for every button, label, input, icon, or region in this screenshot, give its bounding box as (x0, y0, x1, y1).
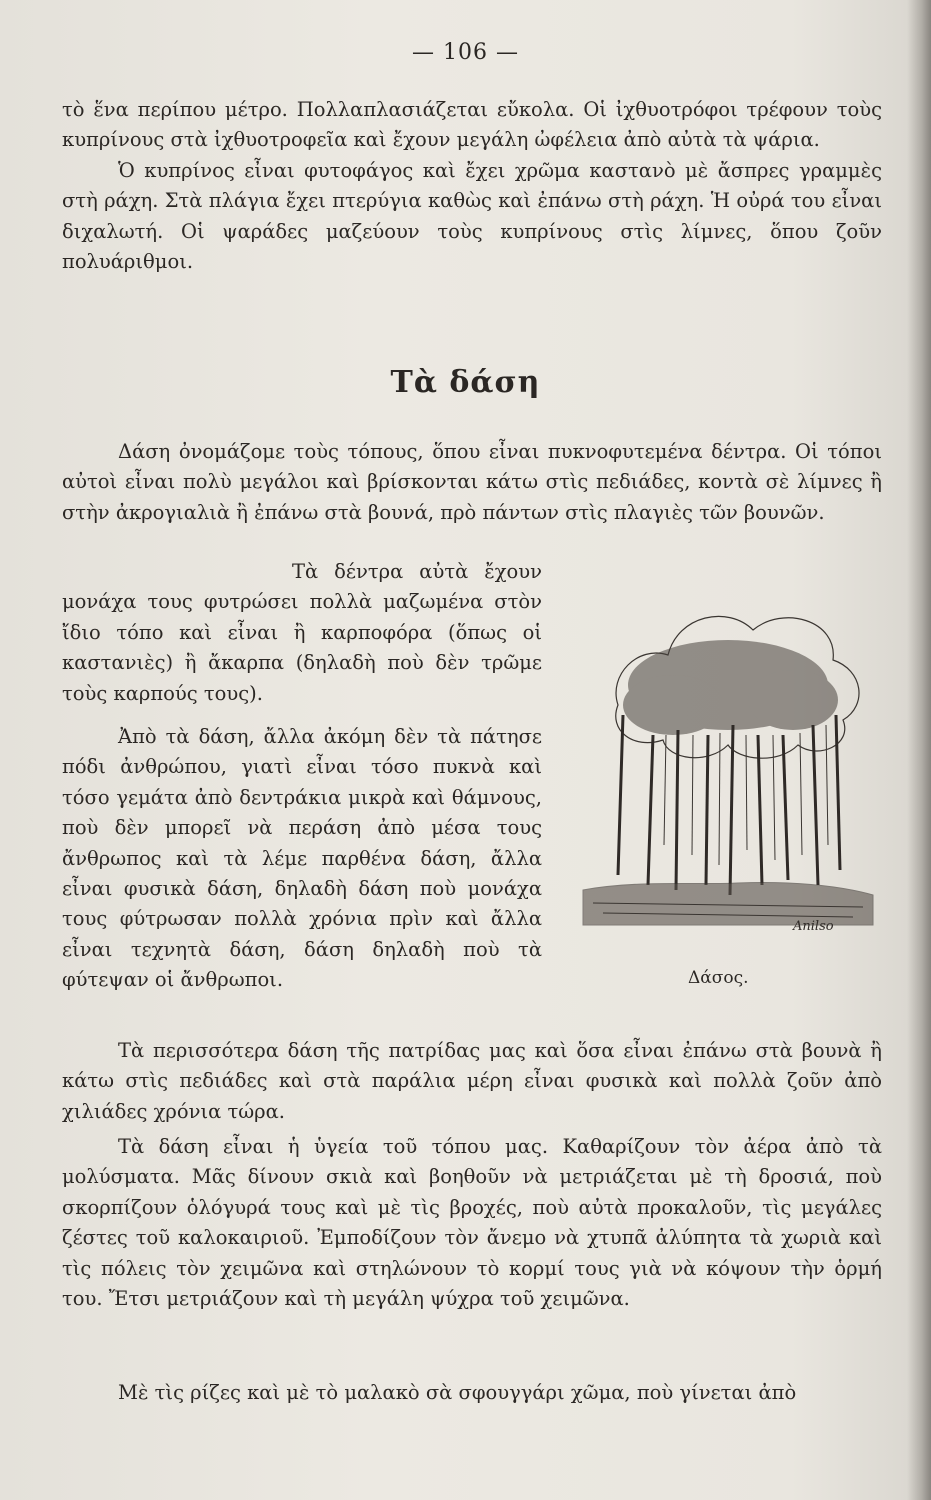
forest-engraving (578, 585, 878, 945)
body-text-top (62, 95, 882, 277)
paragraph-carp-description: Ὁ κυπρίνος εἶναι φυτοφάγος καὶ ἔχει χρῶμα καστανὸ μὲ ἄσπρες γραμμὲς στὴ ράχη. Στὰ πλάγια ἔχει πτερύγια καθὼς καὶ ἐπάνω στὴ ράχη. Ἡ οὐρά του εἶναι διχαλωτή. Οἱ ψαράδες μαζεύουν τοὺς κυπρίνους στὶς λίμνες, ὅπου ζοῦν πολυάριθμοι. (62, 158, 882, 274)
figure-caption: Δάσος. (688, 968, 749, 988)
paragraph-our-country: Τὰ περισσότερα δάση τῆς πατρίδας μας καὶ ὅσα εἶναι ἐπάνω στὰ βουνὰ ἢ κάτω στὶς πεδιάδες καὶ στὰ παράλια μέρη εἶναι φυσικὰ καὶ πολλὰ ζοῦν ἀπὸ χιλιάδες χρόνια τώρα. (62, 1039, 882, 1123)
our-country-block (62, 1036, 882, 1127)
paragraph-virgin-forests: Ἀπὸ τὰ δάση, ἄλλα ἀκόμη δὲν τὰ πάτησε πόδι ἀνθρώπου, γιατὶ εἶναι τόσο πυκνὰ καὶ τόσο γεμάτα ἀπὸ δεντράκια μικρὰ καὶ θάμνους, ποὺ δὲν μπορεῖ νὰ περάση ἀπὸ μέσα τους ἄνθρωπος καὶ τὰ λέμε παρθένα δάση, ἄλλα εἶναι φυσικὰ δάση, δηλαδὴ δάση ποὺ μονάχα τους φύτρωσαν πολλὰ χρόνια πρὶν καὶ ἄλλα εἶναι τεχνητὰ δάση, δάση δηλαδὴ ποὺ τὰ φύτεψαν οἱ ἄνθρωποι. (62, 725, 542, 992)
roots-block (62, 1378, 882, 1408)
page-spine-shadow (907, 0, 931, 1500)
paragraph-health: Τὰ δάση εἶναι ἡ ὑγεία τοῦ τόπου μας. Καθαρίζουν τὸν ἀέρα ἀπὸ τὰ μολύσματα. Μᾶς δίνουν σκιὰ καὶ βοηθοῦν νὰ μετριάζεται μὲ τὴ δροσιά, ποὺ σκορπίζουν ὁλόγυρά τους καὶ μὲ τὶς βροχές, ποὺ αὐτὰ προκαλοῦν, τὶς μεγάλες ζέστες τοῦ καλοκαιριοῦ. Ἐμποδίζουν τὸν ἄνεμο νὰ χτυπᾶ ἀλύπητα τὰ χωριὰ καὶ τὶς πόλεις τὸν χειμῶνα καὶ στηλώνουν τὸ κορμί τους γιὰ νὰ κόψουν τὴν ὁρμή του. Ἔτσι μετριάζουν καὶ τὴ μεγάλη ψύχρα τοῦ χειμῶνα. (62, 1135, 882, 1311)
tree-trunks (618, 715, 840, 895)
paragraph-roots: Μὲ τὶς ρίζες καὶ μὲ τὸ μαλακὸ σὰ σφουγγάρι χῶμα, ποὺ γίνεται ἀπὸ (118, 1381, 797, 1404)
forest-intro-block (62, 437, 882, 528)
canopy-shading (623, 640, 838, 735)
paragraph-forest-trees: Τὰ δέντρα αὐτὰ ἔχουν μονάχα τους φυτρώσει πολλὰ μαζωμένα στὸν ἴδιο τόπο καὶ εἶναι ἢ καρποφόρα (ὅπως οἱ καστανιὲς) ἢ ἄκαρπα (δηλαδὴ ποὺ δὲν τρῶμε τοὺς καρπούς τους). (62, 560, 542, 705)
paragraph-carp-continued: τὸ ἕνα περίπου μέτρο. Πολλαπλασιάζεται εὔκολα. Οἱ ἰχθυοτρόφοι τρέφουν τοὺς κυπρίνους στὰ ἰχθυοτροφεῖα καὶ ἔχουν μεγάλη ὠφέλεια ἀπὸ αὐτὰ τὰ ψάρια. (62, 98, 882, 152)
artist-signature: Anilso (793, 919, 834, 934)
forest-illustration (578, 585, 878, 955)
health-block (62, 1132, 882, 1314)
forest-narrow-block (62, 557, 542, 709)
section-heading: Τὰ δάση (390, 365, 541, 400)
page-number: — 106 — (412, 40, 519, 65)
paragraph-forest-intro: Δάση ὀνομάζομε τοὺς τόπους, ὅπου εἶναι πυκνοφυτεμένα δέντρα. Οἱ τόποι αὐτοὶ εἶναι πολὺ μεγάλοι καὶ βρίσκονται κάτω στὶς πεδιάδες, κοντὰ σὲ λίμνες ἢ στὴν ἀκρογιαλιὰ ἢ ἐπάνω στὰ βουνά, πρὸ πάντων στὶς πλαγιὲς τῶν βουνῶν. (62, 440, 882, 524)
virgin-forest-block (62, 722, 542, 996)
hanging-roots (664, 725, 828, 865)
